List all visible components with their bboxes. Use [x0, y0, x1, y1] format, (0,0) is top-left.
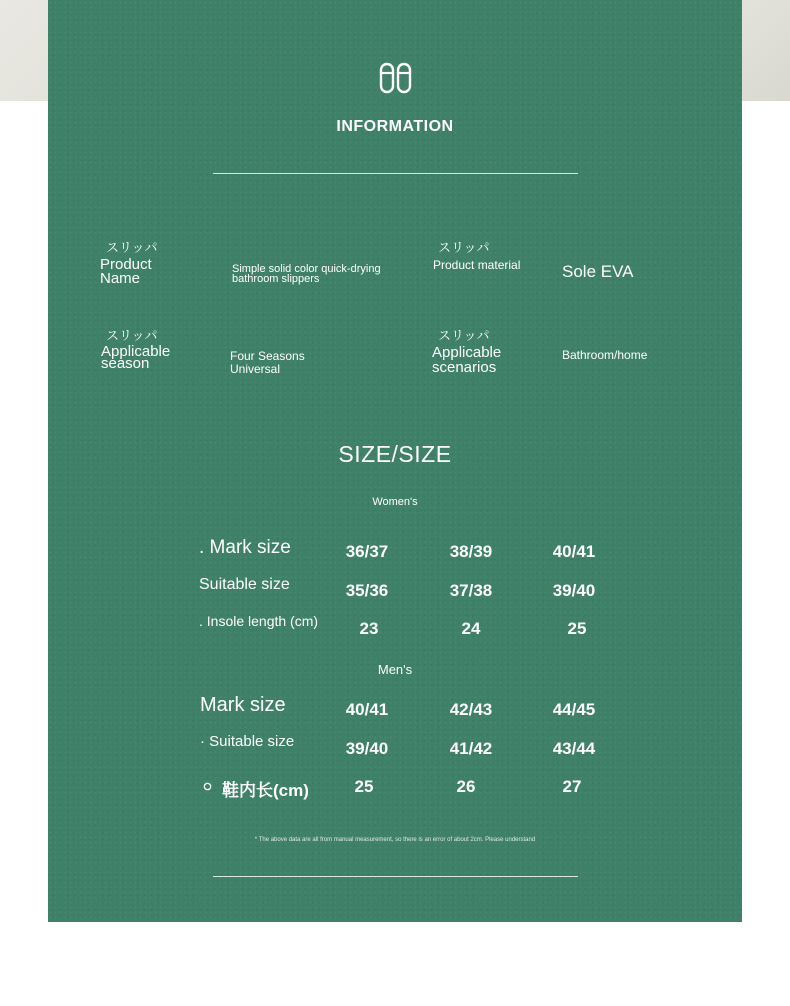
applicable-scenarios-value: Bathroom/home: [562, 348, 648, 362]
women-mark-size-3: 40/41: [552, 542, 596, 561]
men-insole-length-2: 26: [456, 777, 476, 796]
men-suitable-size-1: 39/40: [345, 739, 389, 758]
men-suitable-size-2: 41/42: [449, 739, 493, 758]
men-insole-length-1: 25: [354, 777, 374, 796]
information-heading: INFORMATION: [336, 118, 454, 135]
men-mark-size-3: 44/45: [552, 700, 596, 719]
men-mark-size-label: Mark size: [200, 694, 286, 716]
men-insole-length-3: 27: [562, 777, 582, 796]
measurement-note: * The above data are all from manual measurement, so there is an error of about 2cm. Please understand: [254, 837, 536, 843]
product-material-value: Sole EVA: [562, 262, 634, 281]
women-suitable-size-3: 39/40: [552, 581, 596, 600]
men-suitable-size-3: 43/44: [552, 739, 596, 758]
women-subheading: Women's: [372, 496, 418, 508]
product-name-jp: スリッパ: [106, 240, 158, 255]
applicable-season-label: Applicable season: [101, 343, 171, 372]
women-insole-length-1: 23: [359, 619, 379, 638]
men-insole-length-label: 鞋内长(cm): [222, 781, 309, 800]
product-name-value: Simple solid color quick-drying bathroom slippers: [232, 263, 381, 285]
women-mark-size-2: 38/39: [449, 542, 493, 561]
applicable-scenarios-label: Applicable scenarios: [432, 344, 502, 376]
slippers-icon: [379, 62, 413, 96]
size-heading: SIZE/SIZE: [338, 441, 452, 467]
divider-bottom: [213, 876, 578, 877]
product-material-label: Product material: [433, 258, 521, 272]
product-name-label: Product Name: [100, 256, 152, 287]
women-insole-length-2: 24: [461, 619, 481, 638]
women-suitable-size-1: 35/36: [345, 581, 389, 600]
applicable-scenarios-jp: スリッパ: [438, 328, 490, 343]
divider-top: [213, 173, 578, 174]
applicable-season-jp: スリッパ: [106, 328, 158, 343]
circle-bullet-icon: [203, 782, 212, 791]
women-mark-size-label: . Mark size: [199, 537, 291, 558]
women-insole-length-3: 25: [567, 619, 587, 638]
men-mark-size-2: 42/43: [449, 700, 493, 719]
women-mark-size-1: 36/37: [345, 542, 389, 561]
info-panel: [48, 0, 742, 922]
women-insole-length-label: . Insole length (cm): [199, 613, 319, 629]
women-suitable-size-label: Suitable size: [199, 576, 290, 593]
men-mark-size-1: 40/41: [345, 700, 389, 719]
women-suitable-size-2: 37/38: [449, 581, 493, 600]
product-material-jp: スリッパ: [438, 240, 490, 255]
men-subheading: Men's: [377, 662, 413, 677]
men-suitable-size-label: · Suitable size: [200, 733, 295, 750]
applicable-season-value: Four Seasons Universal: [230, 349, 305, 376]
